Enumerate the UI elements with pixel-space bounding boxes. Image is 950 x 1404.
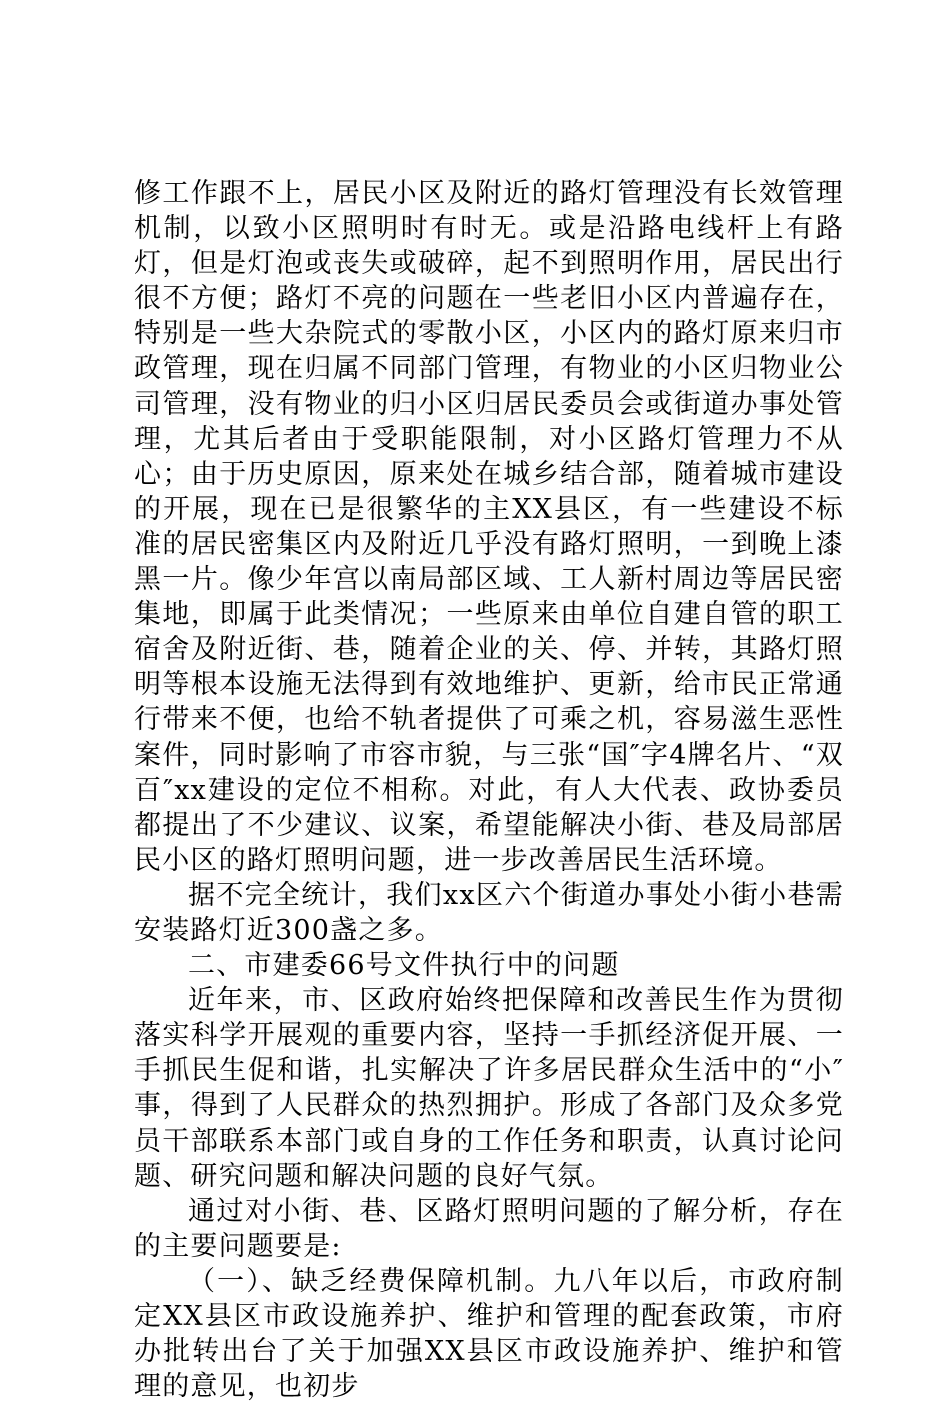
paragraph-recent-years: 近年来，市、区政府始终把保障和改善民生作为贯彻落实科学开展观的重要内容，坚持一手抓经济促开展、一手抓民生促和谐，扎实解决了许多居民群众生活中的“小″事，得到了人民群众的热烈拥护。形成了各部门及众多党员干部联系本部门或自身的工作任务和职责，认真讨论问题、研究问题和解决问题的良好气氛。 xyxy=(134,985,844,1192)
paragraph-streetlight-problems: 修工作跟不上，居民小区及附近的路灯管理没有长效管理机制，以致小区照明时有时无。或是沿路电线杆上有路灯，但是灯泡或丧失或破碎，起不到照明作用，居民出行很不方便；路灯不亮的问题在一些老旧小区内普遍存在，特别是一些大杂院式的零散小区，小区内的路灯原来归市政管理，现在归属不同部门管理，有物业的小区归物业公司管理，没有物业的归小区归居民委员会或街道办事处管理，尤其后者由于受职能限制，对小区路灯管理力不从心；由于历史原因，原来处在城乡结合部，随着城市建设的开展，现在已是很繁华的主XX县区，有一些建设不标准的居民密集区内及附近几乎没有路灯照明，一到晚上漆黑一片。像少年宫以南局部区域、工人新村周边等居民密集地，即属于此类情况；一些原来由单位自建自管的职工宿舍及附近街、巷，随着企业的关、停、并转，其路灯照明等根本设施无法得到有效地维护、更新，给市民正常通行带来不便，也给不轨者提供了可乘之机，容易滋生恶性案件，同时影响了市容市貌，与三张“国″字4牌名片、“双百″xx建设的定位不相称。对此，有人大代表、政协委员都提出了不少建议、议案，希望能解决小街、巷及局部居民小区的路灯照明问题，进一步改善居民生活环境。 xyxy=(134,178,844,876)
paragraph-statistics: 据不完全统计，我们xx区六个街道办事处小街小巷需安装路灯近300盏之多。 xyxy=(134,879,844,946)
paragraph-funding-mechanism: （一）、缺乏经费保障机制。九八年以后，市政府制定XX县区市政设施养护、维护和管理的配套政策，市府办批转出台了关于加强XX县区市政设施养护、维护和管理的意见，也初步 xyxy=(134,1265,844,1403)
section-heading-2: 二、市建委66号文件执行中的问题 xyxy=(188,950,620,982)
document-page xyxy=(134,176,844,1404)
paragraph-main-problems-intro: 通过对小街、巷、区路灯照明问题的了解分析，存在的主要问题要是: xyxy=(134,1195,844,1262)
